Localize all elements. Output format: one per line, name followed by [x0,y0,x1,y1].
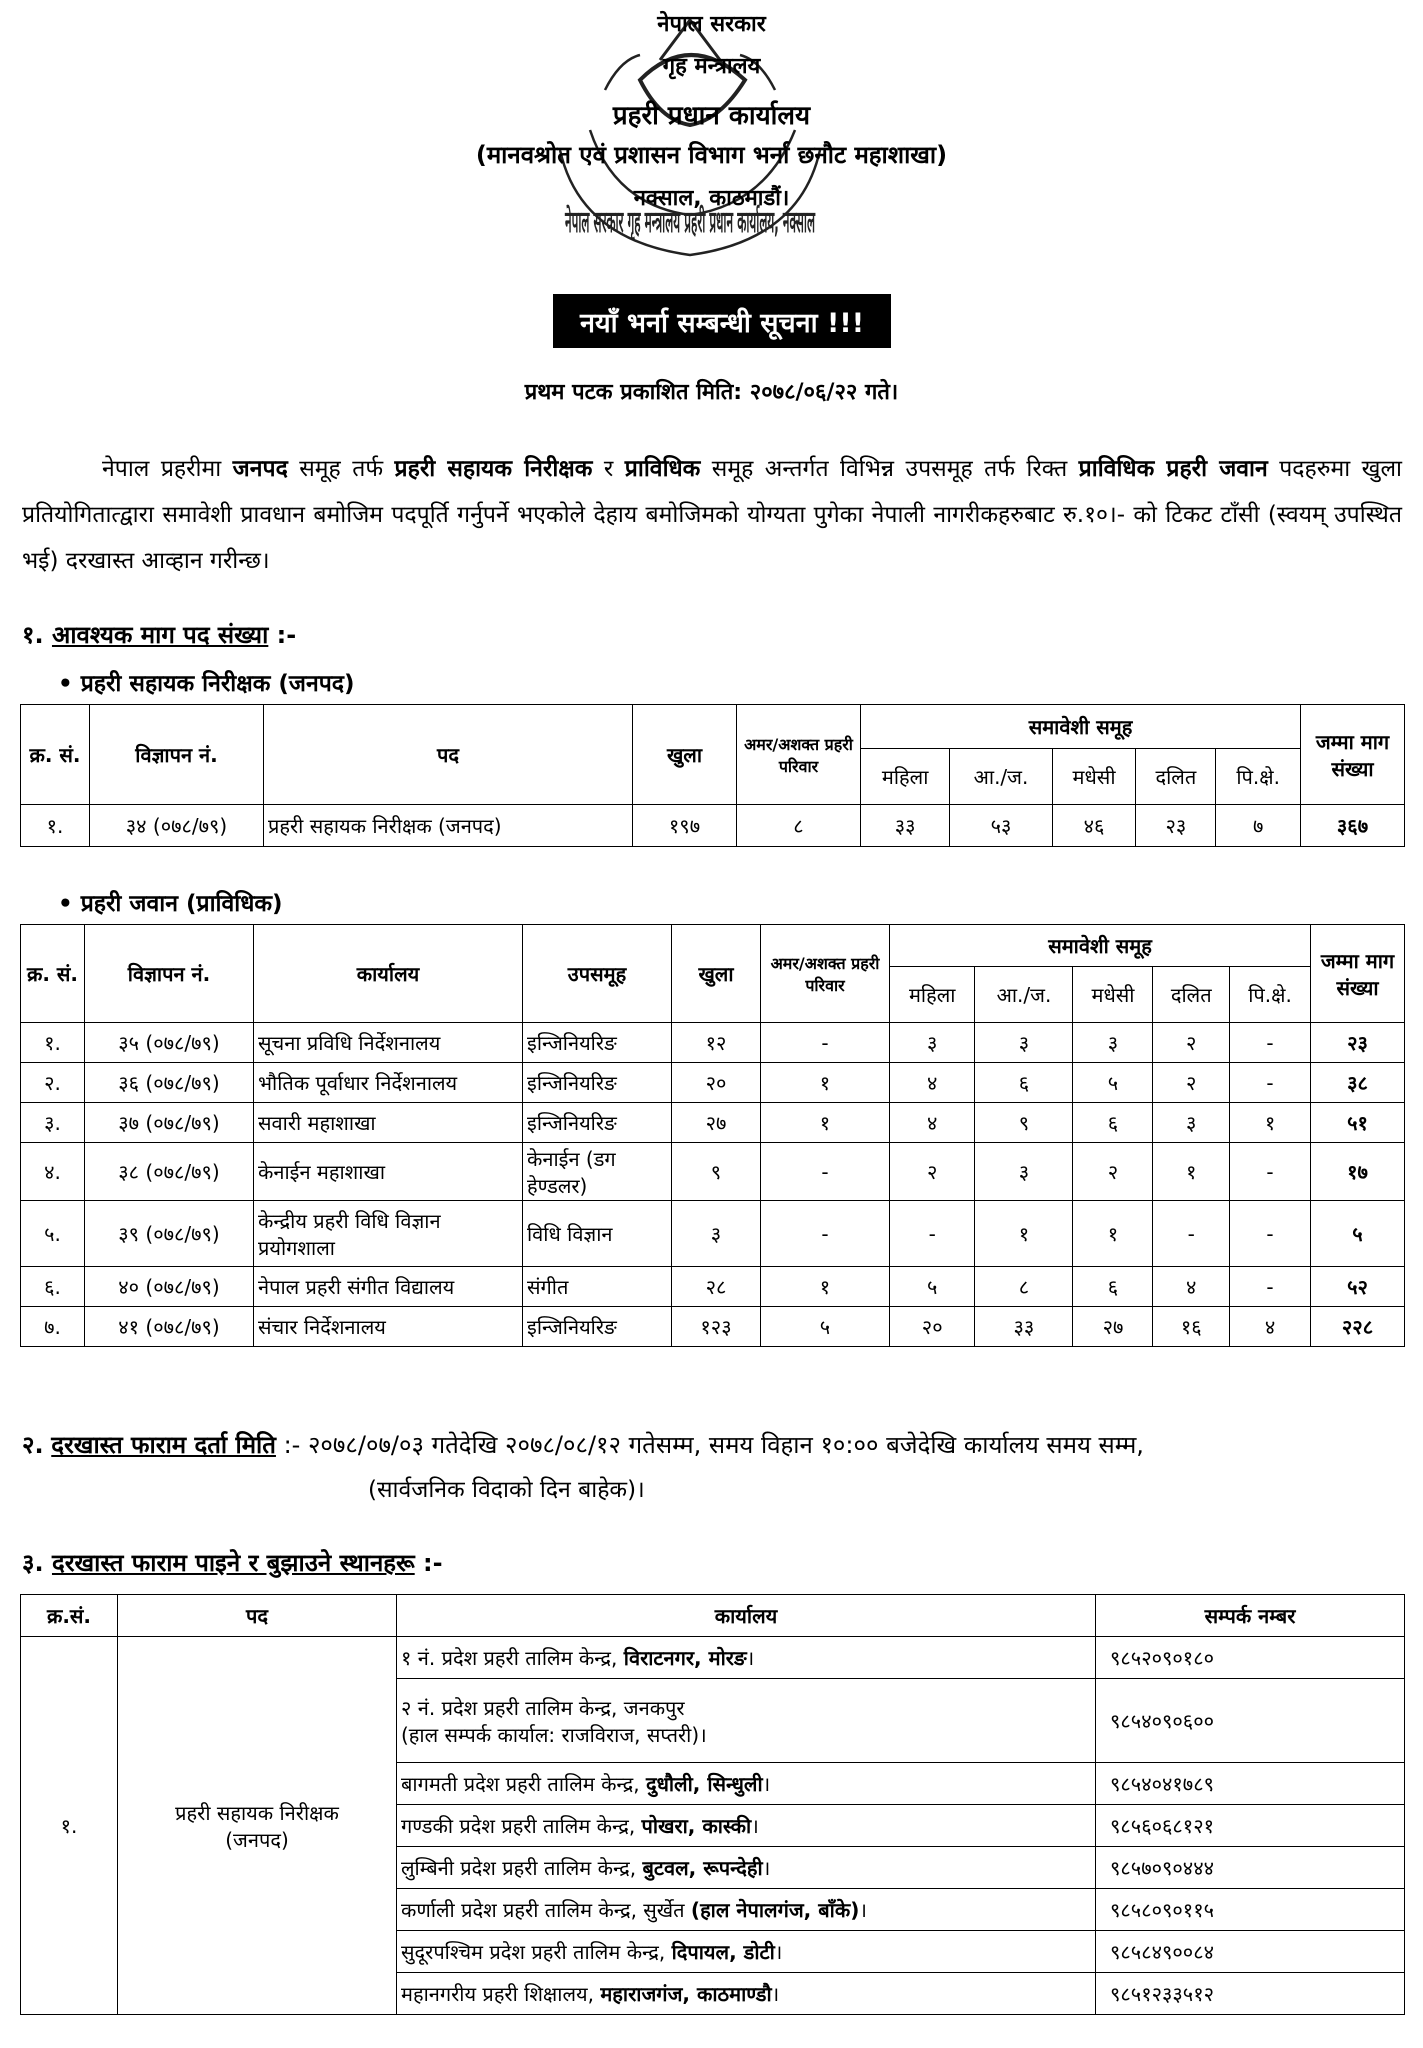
table-row: २. ३६ (०७८/७९) भौतिक पूर्वाधार निर्देशनालय इन्जिनियरिङ २० १ ४ ६ ५ २ - ३८ [21,1063,1405,1103]
col-post: पद [264,705,633,805]
col-pk: पि.क्षे. [1216,749,1301,805]
col-aj: आ./ज. [950,749,1053,805]
table-row: ७. ४१ (०७८/७९) संचार निर्देशनालय इन्जिनियरिङ १२३ ५ २० ३३ २७ १६ ४ २२८ [21,1307,1405,1347]
col-adv: विज्ञापन नं. [90,705,264,805]
table-row: १. ३५ (०७८/७९) सूचना प्रविधि निर्देशनालय इन्जिनियरिङ १२ - ३ ३ ३ २ - २३ [21,1023,1405,1063]
table-row: ३. ३७ (०७८/७९) सवारी महाशाखा इन्जिनियरिङ २७ १ ४ ९ ६ ३ १ ५१ [21,1103,1405,1143]
table-row: लुम्बिनी प्रदेश प्रहरी तालिम केन्द्र, बुटवल, रूपन्देही। ९८५७०९०४४४ [21,1847,1405,1889]
bullet-constable: • प्रहरी जवान (प्राविधिक) [58,891,283,917]
table-row: कर्णाली प्रदेश प्रहरी तालिम केन्द्र, सुर्खेत (हाल नेपालगंज, बाँके)। ९८५८०९०११५ [21,1889,1405,1931]
table-row: महानगरीय प्रहरी शिक्षालय, महाराजगंज, काठमाण्डौ। ९८५१२३३५१२ [21,1973,1405,2015]
col-martyr: अमर/अशक्त प्रहरी परिवार [737,705,861,805]
table-row: ६. ४० (०७८/७९) नेपाल प्रहरी संगीत विद्यालय संगीत २८ १ ५ ८ ६ ४ - ५२ [21,1267,1405,1307]
col-sn: क्र. सं. [21,705,90,805]
application-locations-table: क्र.सं. पद कार्यालय सम्पर्क नम्बर १. प्रहरी सहायक निरीक्षक (जनपद) १ नं. प्रदेश प्रहरी तालिम केन्द्र, विराटनगर, मोरङ। ९८५२०९०१८० २ नं. प्रदेश प्रहरी तालिम केन्द्र, जनकपुर (हाल सम्पर्क कार्याल: राजविराज, सप्तरी)। ९८५४०९०६०० बागमती प्रदेश प्रहरी तालिम केन्द्र, दुधौली, सिन्धुली। ९८५४०४१७८९ गण्डकी प्रदेश प्रहरी तालिम केन्द्र, पोखरा, कास्की। ९८५६०६८१२१ लुम्बिनी प्रदेश प्रहरी तालिम केन्द्र, बुटवल, रूपन्देही। ९८५७०९०४४४ कर्णाली प्रदेश प्रहरी तालिम केन्द्र, सुर्खेत (हाल नेपालगंज, बाँके)। ९८५८०९०११५ सुदूरपश्चिम प्रदेश प्रहरी तालिम केन्द्र, दिपायल, डोटी। ९८५८४९००८४ महानगरीय प्रहरी शिक्षालय, महाराजगंज, काठमाण्डौ। ९८५१२३३५१२ [20,1594,1405,2015]
table-row: २ नं. प्रदेश प्रहरी तालिम केन्द्र, जनकपुर (हाल सम्पर्क कार्याल: राजविराज, सप्तरी)। ९८५४०९०६०० [21,1679,1405,1763]
section-2-note: (सार्वजनिक विदाको दिन बाहेक)। [368,1477,645,1503]
department-line: (मानवश्रोत एवं प्रशासन विभाग भर्ना छनौट महाशाखा) [475,141,948,169]
table-row: बागमती प्रदेश प्रहरी तालिम केन्द्र, दुधौली, सिन्धुली। ९८५४०४१७८९ [21,1763,1405,1805]
table-row: १. प्रहरी सहायक निरीक्षक (जनपद) १ नं. प्रदेश प्रहरी तालिम केन्द्र, विराटनगर, मोरङ। ९८५२०९०१८० [21,1637,1405,1679]
table-row: गण्डकी प्रदेश प्रहरी तालिम केन्द्र, पोखरा, कास्की। ९८५६०६८१२१ [21,1805,1405,1847]
ministry-line: गृह मन्त्रालय [662,54,761,79]
asi-vacancy-table [20,704,1405,847]
seal-text: नेपाल सरकार गृह मन्त्रालय प्रहरी प्रधान कार्यालय, नक्साल [565,205,1198,240]
bullet-asi: • प्रहरी सहायक निरीक्षक (जनपद) [58,671,355,697]
address-line: नक्साल, काठमाडौं। [633,186,790,211]
section-3-heading: ३. दरखास्त फाराम पाइने र बुझाउने स्थानहरू :- [22,1549,443,1577]
letterhead [0,0,1423,290]
section-1-heading: १. आवश्यक माग पद संख्या :- [22,621,297,649]
col-madhesi: मधेसी [1052,749,1136,805]
notice-banner: नयाँ भर्ना सम्बन्धी सूचना !!! [553,294,891,348]
table-row: ५. ३९ (०७८/७९) केन्द्रीय प्रहरी विधि विज्ञान प्रयोगशाला विधि विज्ञान ३ - - १ १ - - ५ [21,1201,1405,1267]
section-2-heading: २. दरखास्त फाराम दर्ता मिति :- २०७८/०७/०३ गतेदेखि २०७८/०८/१२ गतेसम्म, समय विहान १०:०० बजेदेखि कार्यालय समय सम्म, [22,1431,1144,1459]
table-row: ४. ३८ (०७८/७९) केनाईन महाशाखा केनाईन (डग हेण्डलर) ९ - २ ३ २ १ - १७ [21,1143,1405,1201]
col-open: खुला [633,705,737,805]
col-total: जम्मा माग संख्या [1301,705,1405,805]
table-row: सुदूरपश्चिम प्रदेश प्रहरी तालिम केन्द्र, दिपायल, डोटी। ९८५८४९००८४ [21,1931,1405,1973]
published-date: प्रथम पटक प्रकाशित मिति: २०७८/०६/२२ गते। [524,380,899,405]
col-women: महिला [861,749,950,805]
col-dalit: दलित [1136,749,1216,805]
constable-vacancy-table: क्र. सं. विज्ञापन नं. कार्यालय उपसमूह खुला अमर/अशक्त प्रहरी परिवार समावेशी समूह जम्मा माग संख्या महिला आ./ज. मधेसी दलित पि.क्षे. १. ३५ (०७८/७९) सूचना प्रविधि निर्देशनालय इन्जिनियरिङ १२ - ३ ३ ३ २ - २३ २. ३६ (०७८/७९) भौतिक पूर्वाधार निर्देशनालय इन्जिनियरिङ २० १ ४ ६ ५ २ - ३८ ३. ३७ (०७८/७९) सवारी महाशाखा इन्जिनियरिङ २७ १ ४ ९ ६ ३ १ ५१ ४. ३८ (०७८/७९) केनाईन महाशाखा केनाईन (डग हेण्डलर) ९ - २ ३ २ १ - १७ ५. ३९ (०७८/७९) केन्द्रीय प्रहरी विधि विज्ञान प्रयोगशाला विधि विज्ञान ३ - - १ १ - - ५ ६. ४० (०७८/७९) नेपाल प्रहरी संगीत विद्यालय संगीत २८ १ ५ ८ ६ ४ - ५२ ७. ४१ (०७८/७९) संचार निर्देशनालय इन्जिनियरिङ १२३ ५ २० ३३ २७ १६ ४ २२८ [20,924,1405,1347]
govt-line: नेपाल सरकार [657,12,766,37]
office-line: प्रहरी प्रधान कार्यालय [612,101,811,131]
col-inclusive: समावेशी समूह [861,705,1301,749]
table-row: १. ३४ (०७८/७९) प्रहरी सहायक निरीक्षक (जनपद) १९७ ८ ३३ ५३ ४६ २३ ७ ३६७ [21,805,1405,847]
intro-paragraph: नेपाल प्रहरीमा जनपद समूह तर्फ प्रहरी सहायक निरीक्षक र प्राविधिक समूह अन्तर्गत विभिन्न उपसमूह तर्फ रिक्त प्राविधिक प्रहरी जवान पदहरुमा खुला प्रतियोगितात्द्वारा समावेशी प्रावधान बमोजिम पदपूर्ति गर्नुपर्ने भएकोले देहाय बमोजिमको योग्यता पुगेका नेपाली नागरीकहरुबाट रु.१०।- को टिकट टाँसी (स्वयम् उपस्थित भई) दरखास्त आव्हान गरीन्छ। [22,456,1403,574]
